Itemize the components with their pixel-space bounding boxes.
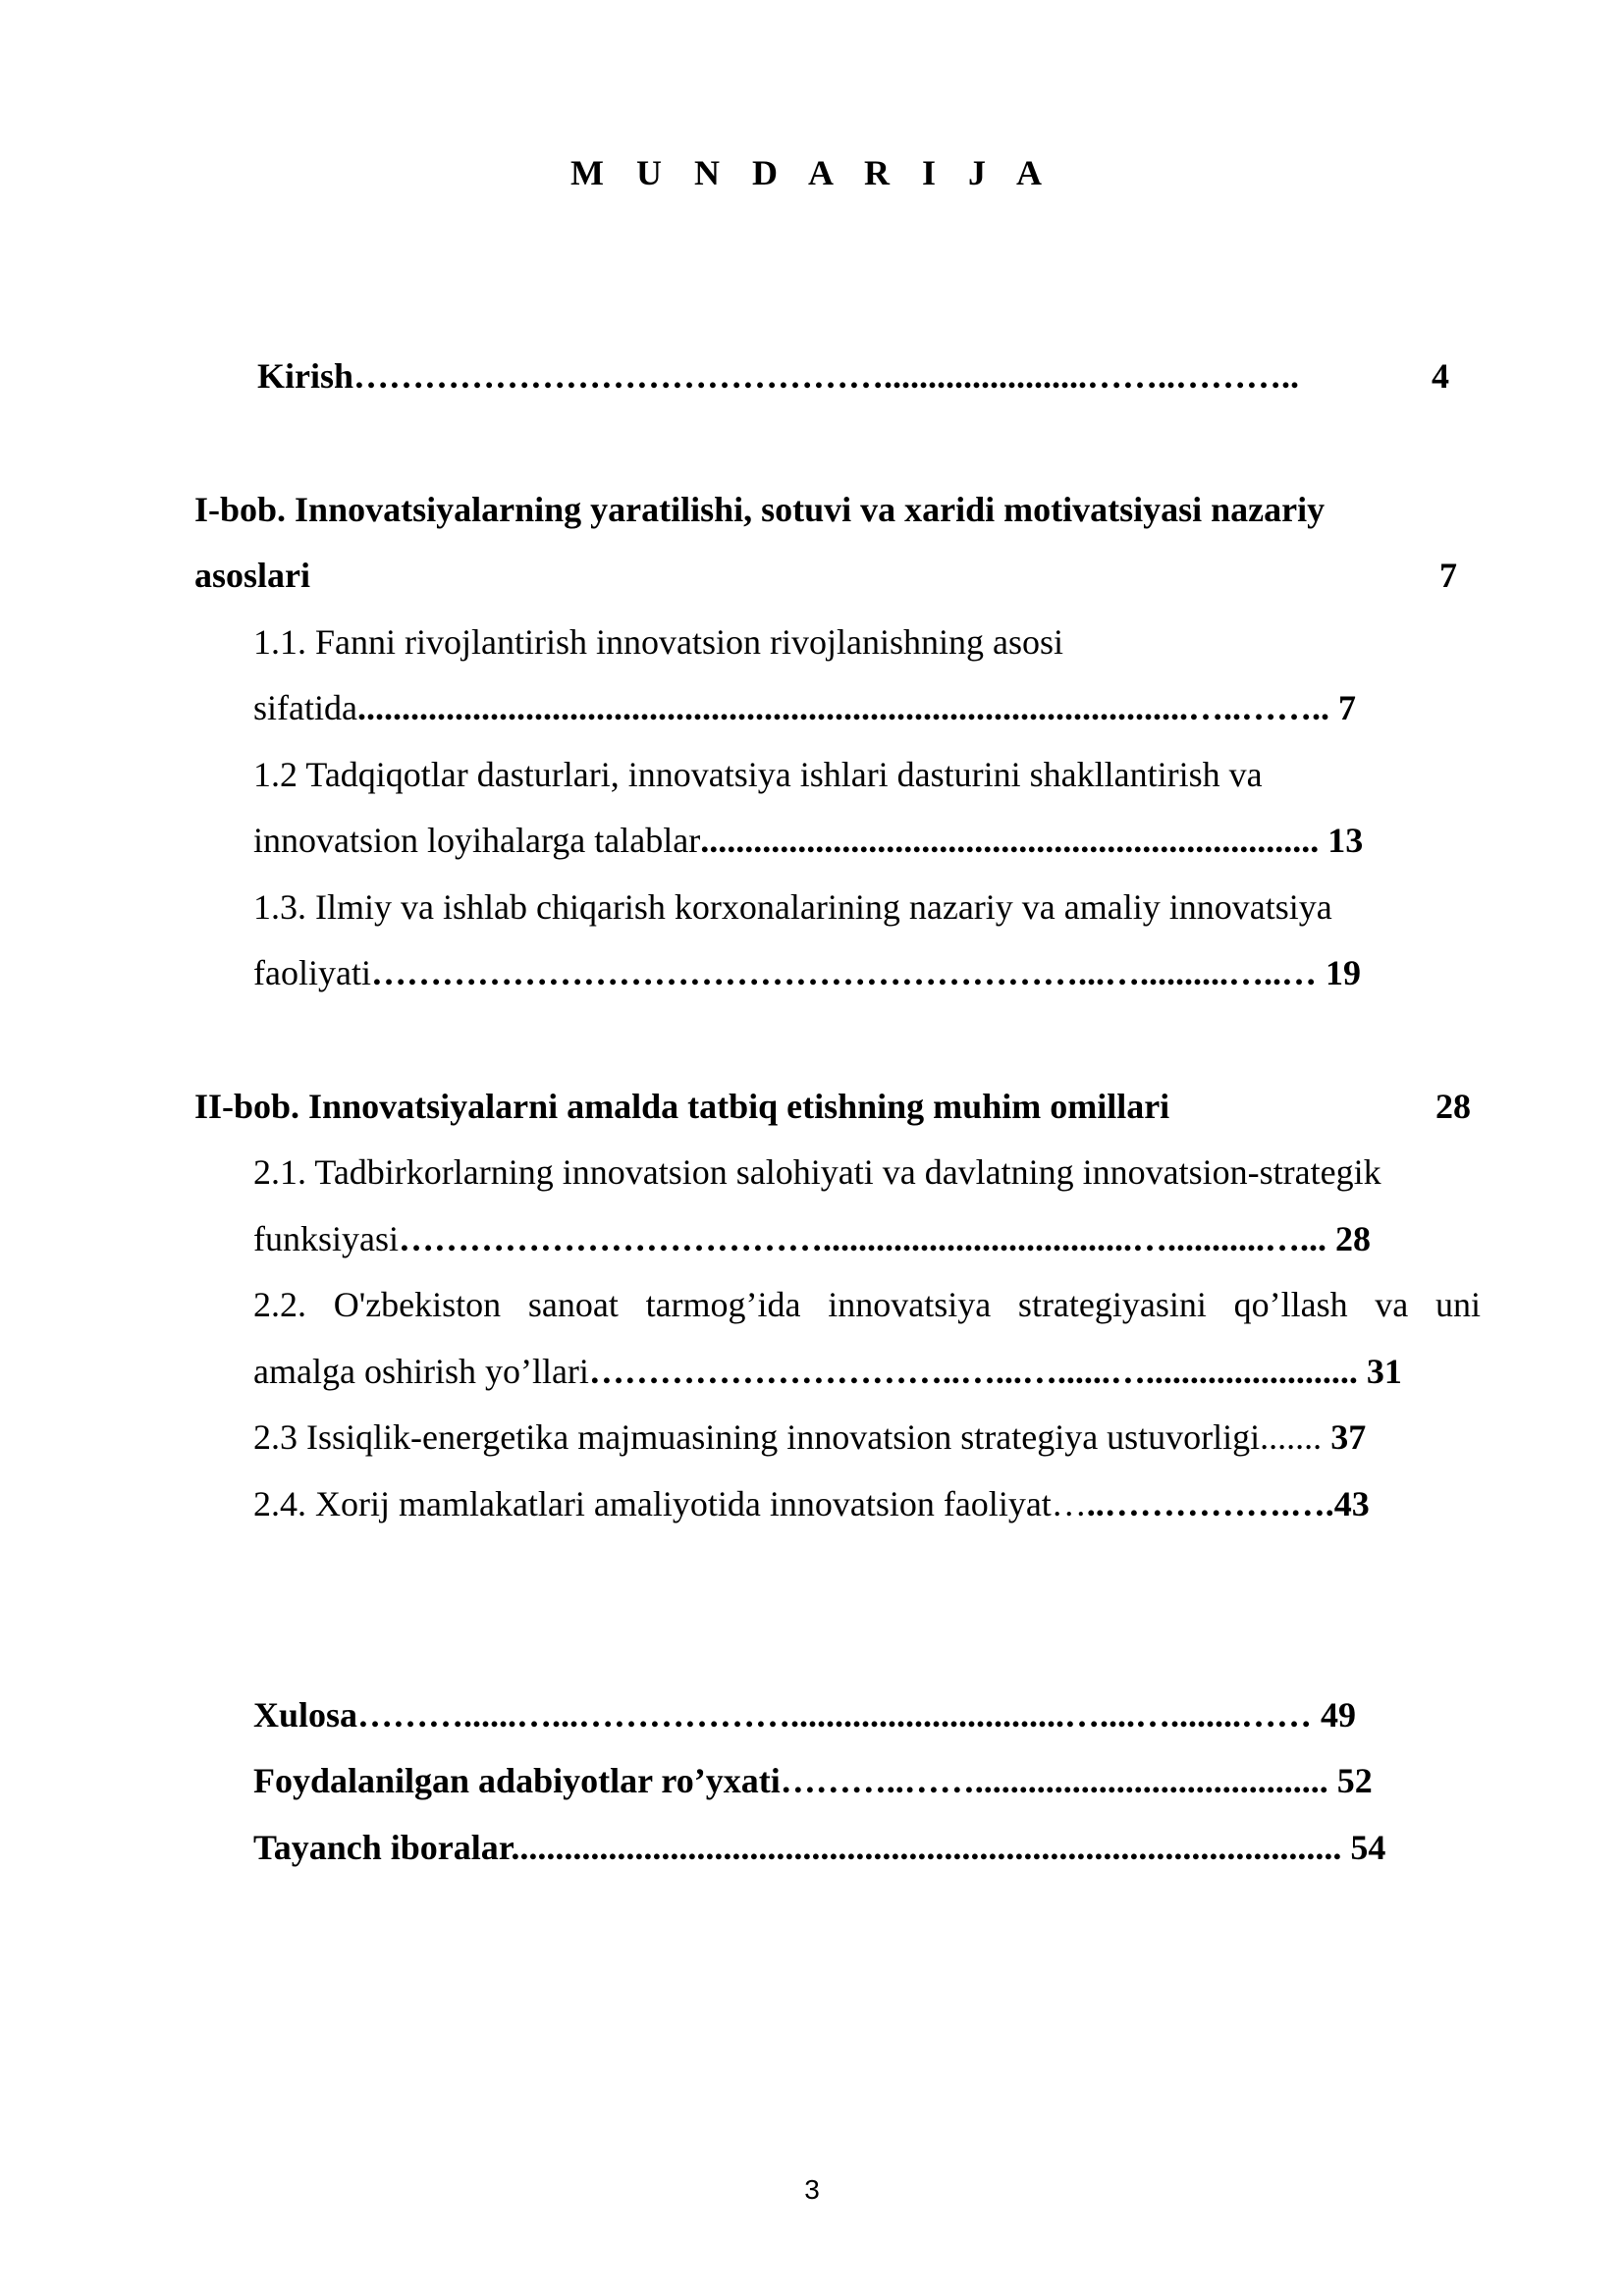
toc-page-number: 4 (1432, 356, 1449, 396)
toc-entry-tayanch-iboralar (253, 1825, 1481, 1870)
toc-entry-text: funksiyasi (253, 1219, 399, 1258)
toc-chapter-1-title-cont: asoslari (194, 556, 311, 595)
toc-entry-text: 2.3 Issiqlik-energetika majmuasining innovatsion strategiya ustuvorligi....... (253, 1417, 1323, 1457)
toc-page-number: 37 (1322, 1417, 1367, 1457)
page-number: 3 (804, 2174, 820, 2205)
toc-section-2-1-cont (253, 1216, 1481, 1261)
toc-chapter-2-title: II-bob. Innovatsiyalarni amalda tatbiq etishning muhim omillari (194, 1087, 1170, 1126)
toc-entry-text: Tayanch iboralar (253, 1828, 512, 1867)
toc-chapter-1-title: I-bob. Innovatsiyalarning yaratilishi, sotuvi va xaridi motivatsiyasi nazariy (194, 490, 1326, 529)
toc-entry-text: Kirish……………………………………….......................……..……….. (257, 356, 1300, 396)
toc-entry-text: Xulosa (253, 1695, 358, 1735)
toc-section-2-1: 2.1. Tadbirkorlarning innovatsion salohiyati va davlatning innovatsion-strategik (253, 1152, 1381, 1192)
toc-page-number: 19 (1316, 953, 1361, 992)
toc-entry-text: sifatida (253, 688, 357, 727)
toc-entry-text: faoliyati (253, 953, 371, 992)
toc-page-number: 52 (1327, 1761, 1373, 1800)
toc-section-1-2-cont (253, 818, 1481, 863)
toc-page-number: 54 (1341, 1828, 1386, 1867)
toc-section-1-2: 1.2 Tadqiqotlar dasturlari, innovatsiya ishlari dasturini shakllantirish va (253, 755, 1263, 794)
toc-entry-text: 2.4. Xorij mamlakatlari amaliyotida innovatsion faoliyat… (253, 1484, 1087, 1523)
toc-page-number: 7 (1439, 556, 1457, 595)
toc-page-number: 13 (1319, 821, 1364, 860)
toc-entry-text: Foydalanilgan adabiyotlar ro’yxati (253, 1761, 781, 1800)
toc-leader-dots: ………………………………...................................…...........…... (399, 1219, 1326, 1258)
toc-entry-adabiyotlar (253, 1758, 1481, 1803)
toc-section-2-2-cont (253, 1349, 1481, 1394)
toc-entry-xulosa (253, 1692, 1481, 1737)
toc-section-1-1-cont (253, 685, 1451, 730)
toc-section-1-1: 1.1. Fanni rivojlantirish innovatsion rivojlanishning asosi (253, 622, 1063, 662)
toc-leader-dots: ..............................................................................................…..…….. (356, 688, 1329, 727)
toc-section-2-2: 2.2. O'zbekiston sanoat tarmog’ida innovatsiya strategiyasini qo’llash va uni (253, 1285, 1481, 1324)
page-title: M U N D A R I J A (569, 153, 1055, 192)
toc-leader-dots: ………..……........................................ (780, 1761, 1328, 1800)
toc-leader-dots: ...................................................................... (700, 821, 1320, 860)
toc-entry-text: amalga oshirish yo’llari (253, 1352, 589, 1391)
toc-section-2-3 (253, 1415, 1481, 1460)
toc-leader-dots: .............................................................................................. (511, 1828, 1342, 1867)
toc-entry-text: innovatsion loyihalarga talablar (253, 821, 701, 860)
toc-page-number: 28 (1326, 1219, 1371, 1258)
toc-page-number: 49 (1312, 1695, 1357, 1735)
toc-section-1-3-cont (253, 950, 1481, 995)
toc-entry-kirish (257, 353, 1299, 399)
toc-leader-dots: ……………………………………………………...…..........…..… (370, 953, 1317, 992)
toc-section-1-3: 1.3. Ilmiy va ishlab chiqarish korxonalarining nazariy va amaliy innovatsiya (253, 887, 1332, 927)
toc-page-number: 7 (1328, 688, 1356, 727)
toc-page-number: 28 (1435, 1087, 1471, 1126)
toc-leader-dots: …………………………..…...…......…........................ (588, 1352, 1358, 1391)
toc-page-number: 43 (1333, 1484, 1370, 1523)
toc-leader-dots: ………......…...………………...............................…....…........…… (357, 1695, 1313, 1735)
toc-page-number: 31 (1357, 1352, 1402, 1391)
toc-section-2-4 (253, 1481, 1481, 1526)
toc-leader-dots: ..…………….…. (1086, 1484, 1334, 1523)
